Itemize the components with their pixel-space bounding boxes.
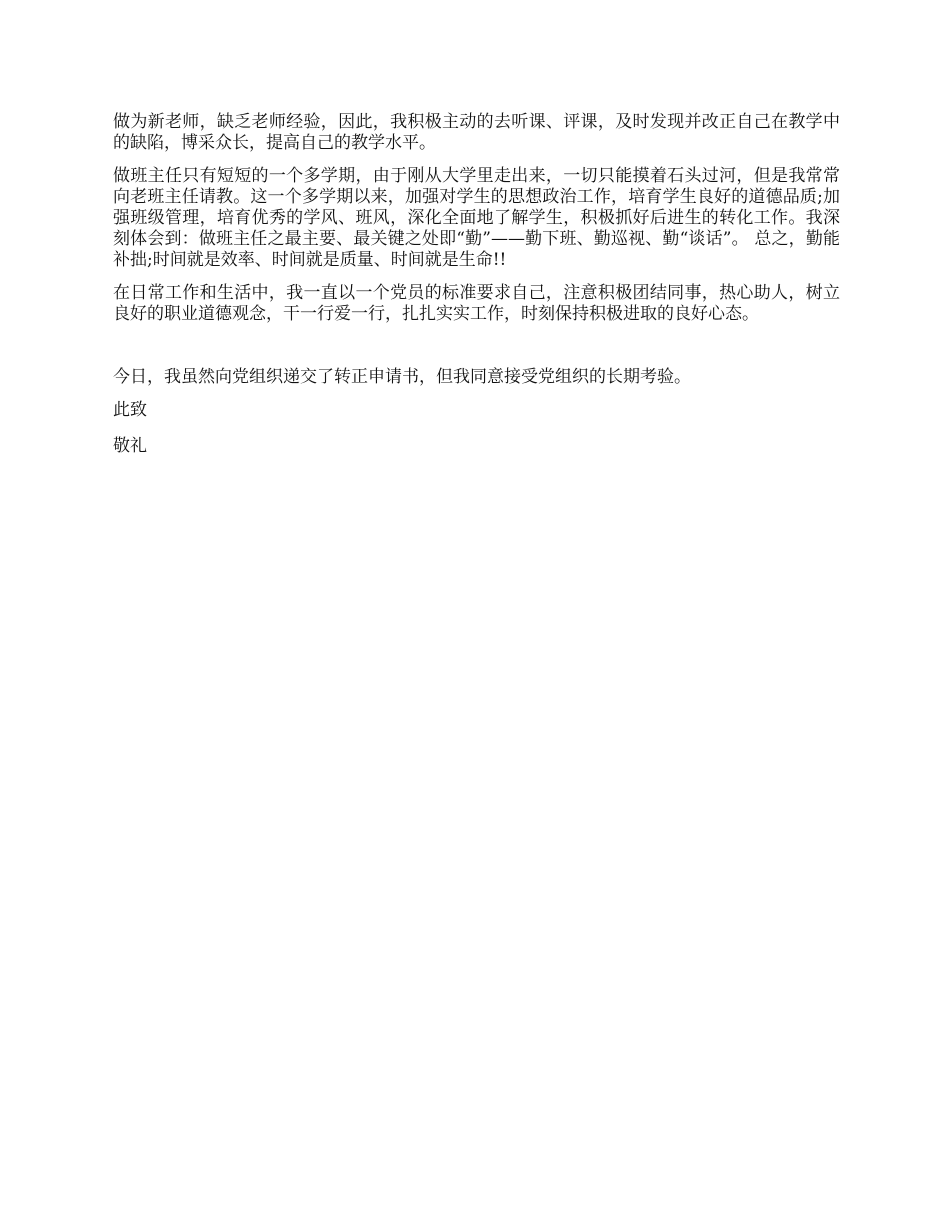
paragraph-new-teacher: 做为新老师，缺乏老师经验，因此，我积极主动的去听课、评课，及时发现并改正自己在教学中的缺陷，博采众长，提高自己的教学水平。 — [113, 112, 840, 153]
paragraph-party-member: 在日常工作和生活中，我一直以一个党员的标准要求自己，注意积极团结同事，热心助人，树立良好的职业道德观念，干一行爱一行，扎扎实实工作，时刻保持积极进取的良好心态。 — [113, 283, 840, 324]
document-body — [113, 112, 840, 472]
closing-regards: 敬礼 — [113, 436, 147, 456]
paragraph-class-teacher: 做班主任只有短短的一个多学期，由于刚从大学里走出来，一切只能摸着石头过河，但是我常常向老班主任请教。这一个多学期以来，加强对学生的思想政治工作，培育学生良好的道德品质;加强班级管理，培育优秀的学风、班风，深化全面地了解学生，积极抓好后进生的转化工作。我深刻体会到：做班主任之最主要、最关键之处即“勤”——勤下班、勤巡视、勤“谈话”。 总之，勤能补拙;时间就是效率、时间就是质量、时间就是生命!! — [113, 166, 840, 270]
paragraph-application: 今日，我虽然向党组织递交了转正申请书，但我同意接受党组织的长期考验。 — [113, 367, 691, 387]
closing-salutation: 此致 — [113, 400, 147, 420]
